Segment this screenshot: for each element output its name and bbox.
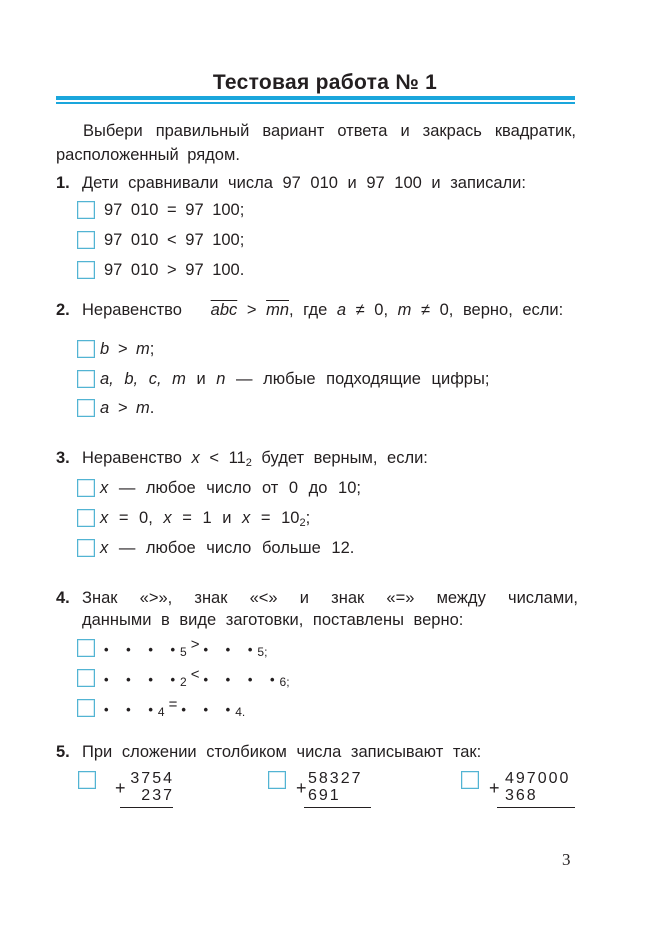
q5-option-2-operator: + [296, 778, 307, 798]
option-text: b > m; [100, 340, 155, 358]
relation-sign: > [246, 301, 257, 319]
q5-option-3-bottom-number: 368 [505, 787, 538, 804]
answer-checkbox[interactable] [77, 699, 95, 717]
page-title: Тестовая работа № 1 [212, 71, 438, 94]
question-text: ≠ 0, [355, 301, 389, 319]
q5-option-1-top-number: 3754 [130, 770, 174, 787]
answer-checkbox[interactable] [77, 509, 95, 527]
option-text: 97 010 > 97 100. [104, 261, 245, 279]
sum-line [497, 807, 575, 808]
question-2 [56, 298, 578, 322]
answer-checkbox[interactable] [77, 479, 95, 497]
q3-option-1[interactable] [77, 477, 361, 499]
question-number: 4. [56, 589, 70, 607]
option-text: a, b, c, m и n — любые подходящие цифры; [100, 370, 490, 388]
option-text: • • • •2 < • • • •6; [104, 665, 290, 689]
instructions: Выбери правильный вариант ответа и закрась квадратик, расположенный рядом. [56, 122, 576, 164]
overlined-number-abc: $\overline{abc}$ [210, 301, 238, 319]
question-text: Неравенство [82, 301, 182, 319]
question-4 [56, 586, 578, 610]
title-underline-thin [56, 102, 575, 104]
q4-option-2[interactable] [77, 667, 290, 689]
variable: a [336, 301, 347, 319]
q1-option-1[interactable] [77, 199, 244, 221]
title-underline-thick [56, 96, 575, 100]
question-text: Знак «>», знак «<» и знак «=» между числами, [82, 589, 578, 607]
q2-option-1[interactable] [77, 338, 154, 360]
variable: x [191, 449, 200, 467]
number-base: 2 [245, 457, 252, 469]
variable: m [397, 301, 412, 319]
sum-line [120, 807, 173, 808]
question-text: ≠ 0, верно, если: [420, 301, 564, 319]
question-text: данными в виде заготовки, поставлены верно: [82, 611, 464, 629]
q4-option-3[interactable] [77, 697, 245, 719]
overlined-number-mn: $\overline{mn}$ [266, 301, 290, 319]
q3-option-3[interactable] [77, 537, 354, 559]
question-text: При сложении столбиком числа записывают так: [82, 743, 482, 761]
question-3 [56, 446, 578, 470]
option-text: 97 010 = 97 100; [104, 201, 245, 219]
q4-option-1[interactable] [77, 637, 267, 659]
option-text: x — любое число от 0 до 10; [100, 479, 361, 497]
option-text: x = 0, x = 1 и $x = 10_2$; [100, 509, 311, 529]
q3-option-2[interactable] [77, 507, 310, 529]
question-number: 2. [56, 301, 70, 319]
question-text: будет верным, если: [261, 449, 428, 467]
q5-option-3-operator: + [489, 778, 500, 798]
q5-option-2-bottom-number: 691 [308, 787, 341, 804]
question-number: 3. [56, 449, 70, 467]
q5-option-3-checkbox[interactable] [461, 771, 479, 789]
q5-option-3-top-number: 497000 [505, 770, 571, 787]
q1-option-3[interactable] [77, 259, 244, 281]
q2-option-3[interactable] [77, 397, 154, 419]
q5-option-2-top-number: 58327 [308, 770, 363, 787]
q5-option-2-checkbox[interactable] [268, 771, 286, 789]
q1-option-2[interactable] [77, 229, 244, 251]
question-1 [56, 171, 578, 195]
page-number: 3 [562, 850, 571, 869]
sum-line [304, 807, 371, 808]
answer-checkbox[interactable] [77, 201, 95, 219]
option-text: 97 010 < 97 100; [104, 231, 245, 249]
q5-option-1-checkbox[interactable] [78, 771, 96, 789]
question-4-continued [56, 608, 578, 632]
option-text: a > m. [100, 399, 155, 417]
question-text: Дети сравнивали числа 97 010 и 97 100 и записали: [82, 174, 526, 192]
answer-checkbox[interactable] [77, 669, 95, 687]
option-text: • • •4 = • • •4. [104, 695, 246, 719]
question-number: 1. [56, 174, 70, 192]
relation-sign: < [209, 449, 219, 467]
answer-checkbox[interactable] [77, 261, 95, 279]
q2-option-2[interactable] [77, 368, 489, 390]
q5-option-1-bottom-number: 237 [141, 787, 174, 804]
question-text: Неравенство [82, 449, 182, 467]
answer-checkbox[interactable] [77, 231, 95, 249]
number-value: 11 [228, 449, 246, 467]
question-number: 5. [56, 743, 70, 761]
question-text: , где [289, 301, 328, 319]
answer-checkbox[interactable] [77, 340, 95, 358]
q5-option-1-operator: + [115, 778, 126, 798]
answer-checkbox[interactable] [77, 399, 95, 417]
answer-checkbox[interactable] [77, 539, 95, 557]
question-5 [56, 740, 578, 764]
answer-checkbox[interactable] [77, 370, 95, 388]
answer-checkbox[interactable] [77, 639, 95, 657]
option-text: • • • •5 > • • •5; [104, 635, 268, 659]
option-text: x — любое число больше 12. [100, 539, 355, 557]
